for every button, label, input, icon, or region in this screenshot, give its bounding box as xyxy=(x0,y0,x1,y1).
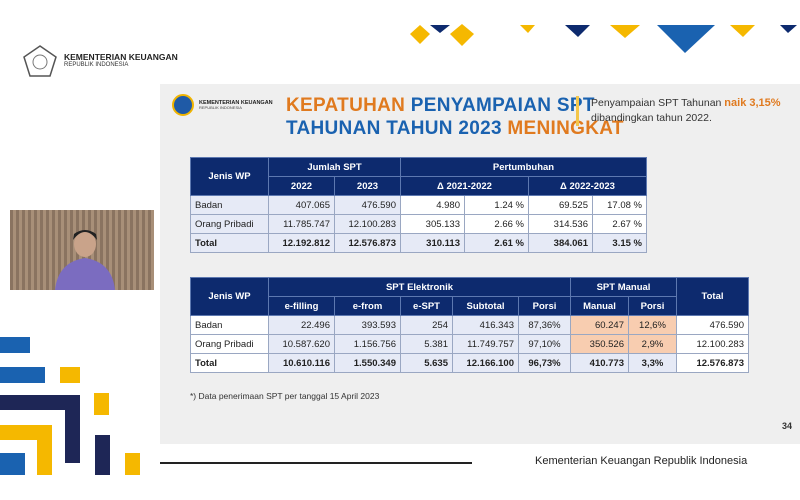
cell-subtotal: 416.343 xyxy=(453,316,519,335)
cell-total: 476.590 xyxy=(677,316,749,335)
cell-d2-value: 384.061 xyxy=(529,234,593,253)
header-delta-2021-2022: Δ 2021-2022 xyxy=(401,177,529,196)
page-number: 34 xyxy=(781,421,792,431)
header-2023: 2023 xyxy=(335,177,401,196)
table-row-total xyxy=(191,354,749,373)
cell-efilling: 10.610.116 xyxy=(269,354,335,373)
cell-2022: 407.065 xyxy=(269,196,335,215)
table-row xyxy=(191,335,749,354)
slide-logo xyxy=(172,94,273,116)
title-part2: PENYAMPAIAN SPT xyxy=(410,95,595,116)
cell-2023: 476.590 xyxy=(335,196,401,215)
header-spt-manual: SPT Manual xyxy=(571,278,677,297)
title-part4: MENINGKAT xyxy=(507,118,624,139)
header-espt: e-SPT xyxy=(401,297,453,316)
slide-org-sub: REPUBLIK INDONESIA xyxy=(199,104,242,110)
pentagon-emblem-icon xyxy=(22,44,58,78)
cell-d1-pct: 2.66 % xyxy=(465,215,529,234)
header-efilling: e-filling xyxy=(269,297,335,316)
header-total: Total xyxy=(677,278,749,316)
cell-jenis: Badan xyxy=(191,316,269,335)
slide-org-name: KEMENTERIAN KEUANGAN xyxy=(199,99,273,106)
cell-jenis: Total xyxy=(191,354,269,373)
decorative-pattern-bottom xyxy=(0,335,160,475)
cell-efrom: 1.156.756 xyxy=(335,335,401,354)
cell-espt: 254 xyxy=(401,316,453,335)
footer-text: Kementerian Keuangan Republik Indonesia xyxy=(535,455,748,467)
table-row xyxy=(191,316,749,335)
cell-porsi-manual: 12,6% xyxy=(629,316,677,335)
cell-d1-value: 310.113 xyxy=(401,234,465,253)
cell-manual: 350.526 xyxy=(571,335,629,354)
header-manual: Manual xyxy=(571,297,629,316)
callout-highlight: naik 3,15% xyxy=(724,97,781,109)
footnote: *) Data penerimaan SPT per tanggal 15 April 2023 xyxy=(190,391,380,401)
header-pertumbuhan: Pertumbuhan xyxy=(401,158,647,177)
callout-summary xyxy=(576,96,781,126)
header-jenis-wp: Jenis WP xyxy=(191,158,269,196)
title-part3: TAHUNAN TAHUN 2023 xyxy=(286,118,508,139)
callout-text2: dibandingkan tahun 2022. xyxy=(591,112,712,124)
cell-jenis: Orang Pribadi xyxy=(191,335,269,354)
table-row xyxy=(191,215,647,234)
cell-d2-pct: 2.67 % xyxy=(593,215,647,234)
cell-total: 12.100.283 xyxy=(677,335,749,354)
table-row-total xyxy=(191,234,647,253)
cell-d1-value: 4.980 xyxy=(401,196,465,215)
cell-2023: 12.576.873 xyxy=(335,234,401,253)
cell-efrom: 1.550.349 xyxy=(335,354,401,373)
header-jenis-wp: Jenis WP xyxy=(191,278,269,316)
cell-efilling: 10.587.620 xyxy=(269,335,335,354)
header-porsi: Porsi xyxy=(519,297,571,316)
cell-d2-value: 69.525 xyxy=(529,196,593,215)
cell-jenis: Total xyxy=(191,234,269,253)
cell-d2-pct: 17.08 % xyxy=(593,196,647,215)
cell-espt: 5.381 xyxy=(401,335,453,354)
speaker-video-feed xyxy=(10,210,154,290)
cell-d2-pct: 3.15 % xyxy=(593,234,647,253)
cell-2023: 12.100.283 xyxy=(335,215,401,234)
slide-title xyxy=(286,94,624,140)
cell-d2-value: 314.536 xyxy=(529,215,593,234)
cell-efilling: 22.496 xyxy=(269,316,335,335)
cell-efrom: 393.593 xyxy=(335,316,401,335)
cell-porsi: 96,73% xyxy=(519,354,571,373)
cell-subtotal: 12.166.100 xyxy=(453,354,519,373)
cell-porsi-manual: 2,9% xyxy=(629,335,677,354)
header-porsi-manual: Porsi xyxy=(629,297,677,316)
cell-porsi: 97,10% xyxy=(519,335,571,354)
cell-manual: 60.247 xyxy=(571,316,629,335)
cell-2022: 11.785.747 xyxy=(269,215,335,234)
presentation-slide xyxy=(160,84,800,444)
cell-espt: 5.635 xyxy=(401,354,453,373)
cell-d1-pct: 1.24 % xyxy=(465,196,529,215)
org-sub: REPUBLIK INDONESIA xyxy=(64,62,129,69)
cell-manual: 410.773 xyxy=(571,354,629,373)
cell-2022: 12.192.812 xyxy=(269,234,335,253)
header-subtotal: Subtotal xyxy=(453,297,519,316)
header-jumlah-spt: Jumlah SPT xyxy=(269,158,401,177)
callout-text1: Penyampaian SPT Tahunan xyxy=(591,97,725,109)
ministry-logo xyxy=(22,44,178,78)
cell-jenis: Orang Pribadi xyxy=(191,215,269,234)
cell-d1-pct: 2.61 % xyxy=(465,234,529,253)
cell-jenis: Badan xyxy=(191,196,269,215)
cell-subtotal: 11.749.757 xyxy=(453,335,519,354)
header-spt-elektronik: SPT Elektronik xyxy=(269,278,571,297)
cell-d1-value: 305.133 xyxy=(401,215,465,234)
cell-total: 12.576.873 xyxy=(677,354,749,373)
speaker-person-icon xyxy=(50,222,120,290)
spt-growth-table xyxy=(190,157,647,253)
title-part1: KEPATUHAN xyxy=(286,95,411,116)
header-2022: 2022 xyxy=(269,177,335,196)
footer-divider xyxy=(160,462,472,464)
cell-porsi: 87,36% xyxy=(519,316,571,335)
cell-porsi-manual: 3,3% xyxy=(629,354,677,373)
header-efrom: e-from xyxy=(335,297,401,316)
ministry-emblem-icon xyxy=(172,94,194,116)
decorative-pattern-top xyxy=(395,20,800,60)
spt-channel-table xyxy=(190,277,749,373)
header-delta-2022-2023: Δ 2022-2023 xyxy=(529,177,647,196)
org-name: KEMENTERIAN KEUANGAN xyxy=(64,52,178,63)
table-row xyxy=(191,196,647,215)
